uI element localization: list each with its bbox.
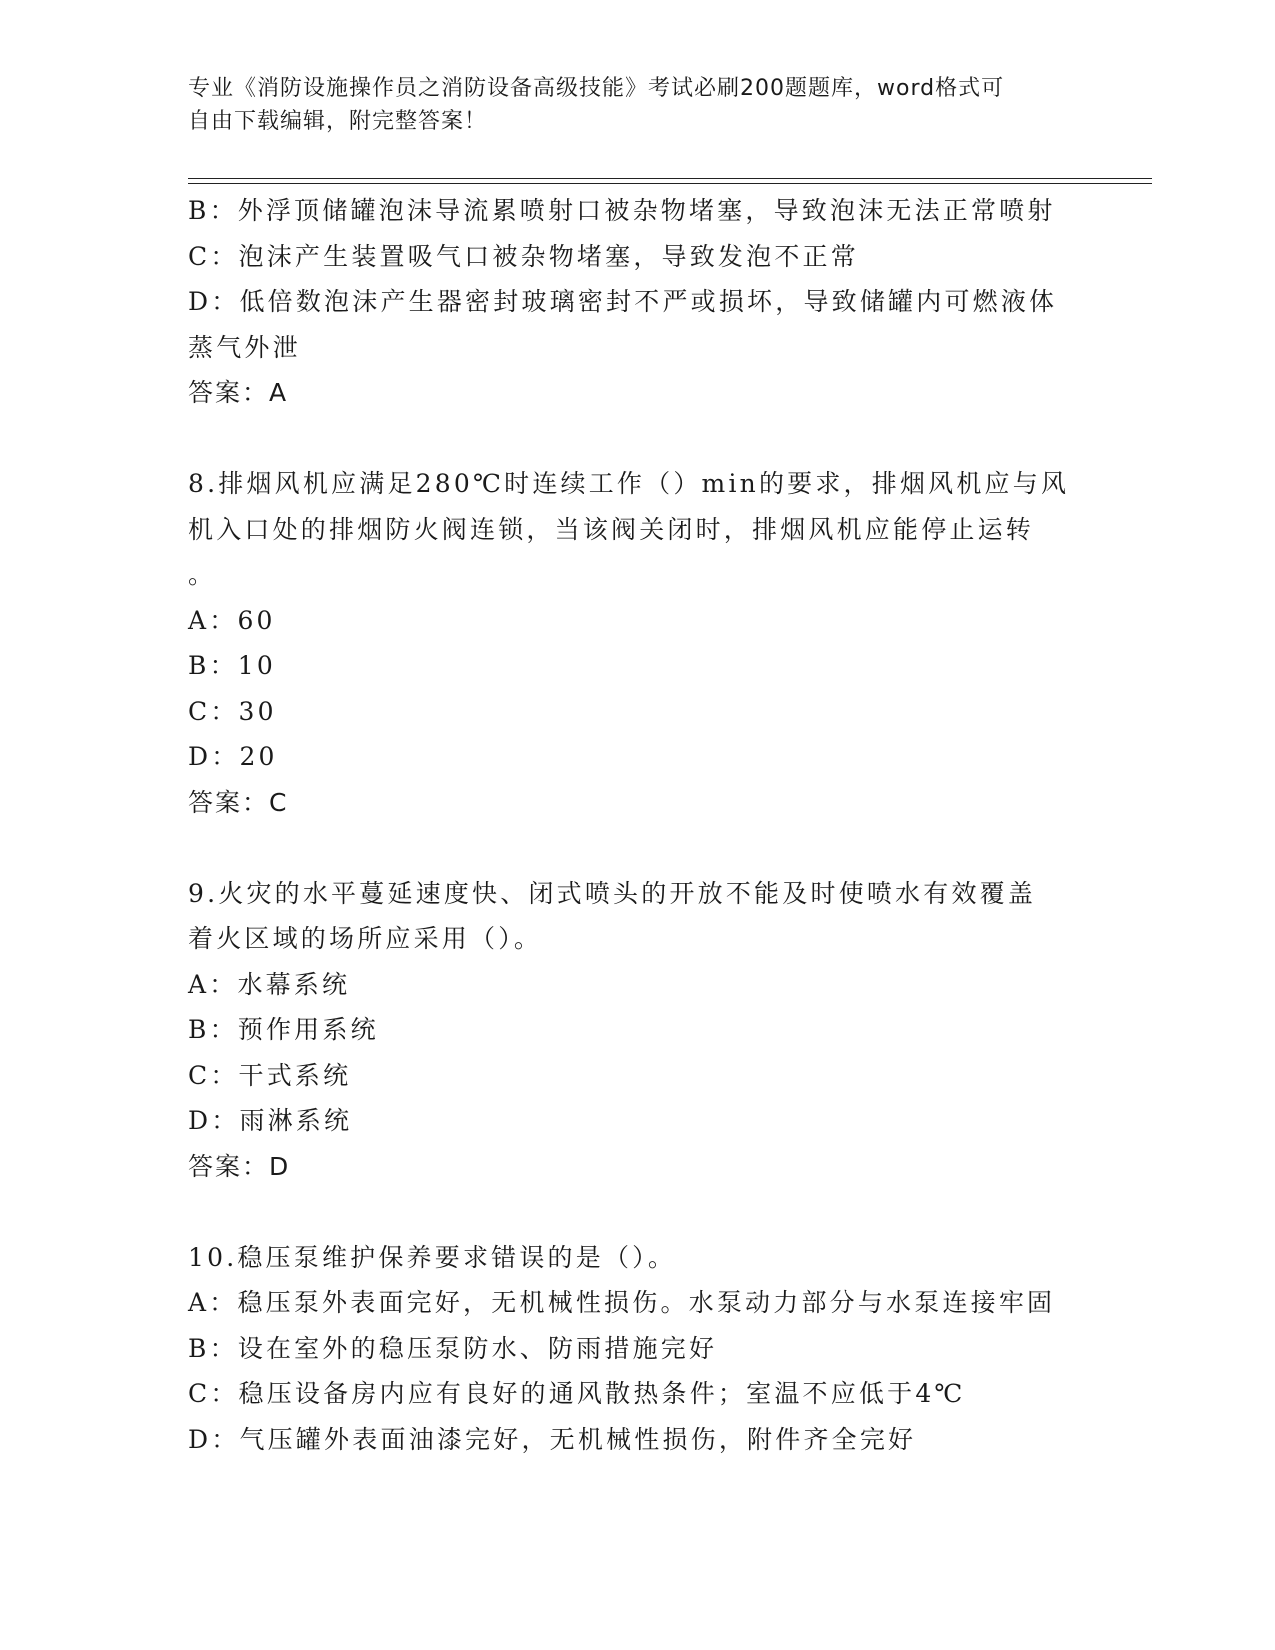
header-line-2: 自由下载编辑，附完整答案！ — [188, 109, 488, 134]
question-10 — [188, 1235, 1088, 1463]
spacer — [188, 416, 1088, 462]
q7-option-b: B：外浮顶储罐泡沫导流累喷射口被杂物堵塞，导致泡沫无法正常喷射 — [188, 196, 1056, 225]
document-header — [188, 72, 1068, 138]
q10-option-c: C：稳压设备房内应有良好的通风散热条件；室温不应低于4℃ — [188, 1379, 966, 1408]
q8-option-c: C：30 — [188, 696, 277, 726]
q9-option-b: B：预作用系统 — [188, 1015, 379, 1044]
q10-stem: 10.稳压泵维护保养要求错误的是（）。 — [188, 1242, 677, 1272]
q9-option-a: A：水幕系统 — [188, 969, 351, 999]
q9-option-d: D：雨淋系统 — [188, 1106, 353, 1135]
q8-option-a: A：60 — [188, 605, 276, 635]
spacer — [188, 825, 1088, 871]
q9-stem-line-2: 着火区域的场所应采用（）。 — [188, 924, 543, 953]
q7-option-d-line-2: 蒸气外泄 — [188, 332, 301, 362]
question-8 — [188, 461, 1088, 825]
q10-option-b: B：设在室外的稳压泵防水、防雨措施完好 — [188, 1333, 718, 1363]
spacer — [188, 1189, 1088, 1235]
q8-option-d: D：20 — [188, 742, 278, 771]
q8-option-b: B：10 — [188, 651, 276, 680]
q8-stem-line-3: 。 — [188, 560, 217, 589]
q7-answer: 答案：A — [188, 378, 289, 407]
question-9 — [188, 871, 1088, 1190]
header-divider-top — [188, 178, 1152, 179]
q10-option-a: A：稳压泵外表面完好，无机械性损伤。水泵动力部分与水泵连接牢固 — [188, 1288, 1056, 1317]
q8-stem-line-1: 8.排烟风机应满足280℃时连续工作（）min的要求，排烟风机应与风 — [188, 469, 1070, 498]
header-divider-bottom — [188, 183, 1152, 184]
q7-option-c: C：泡沫产生装置吸气口被杂物堵塞，导致发泡不正常 — [188, 241, 859, 271]
q9-stem-line-1: 9.火灾的水平蔓延速度快、闭式喷头的开放不能及时使喷水有效覆盖 — [188, 878, 1037, 908]
q10-option-d: D：气压罐外表面油漆完好，无机械性损伤，附件齐全完好 — [188, 1424, 917, 1454]
header-line-1: 专业《消防设施操作员之消防设备高级技能》考试必刷200题题库，word格式可 — [188, 76, 1005, 101]
q9-answer: 答案：D — [188, 1151, 291, 1181]
q8-stem-line-2: 机入口处的排烟防火阀连锁，当该阀关闭时，排烟风机应能停止运转 — [188, 514, 1035, 544]
q7-option-d-line-1: D：低倍数泡沫产生器密封玻璃密封不严或损坏，导致储罐内可燃液体 — [188, 287, 1058, 316]
q9-option-c: C：干式系统 — [188, 1060, 352, 1090]
question-list — [188, 188, 1088, 1462]
q8-answer: 答案：C — [188, 787, 289, 817]
question-7 — [188, 188, 1088, 416]
